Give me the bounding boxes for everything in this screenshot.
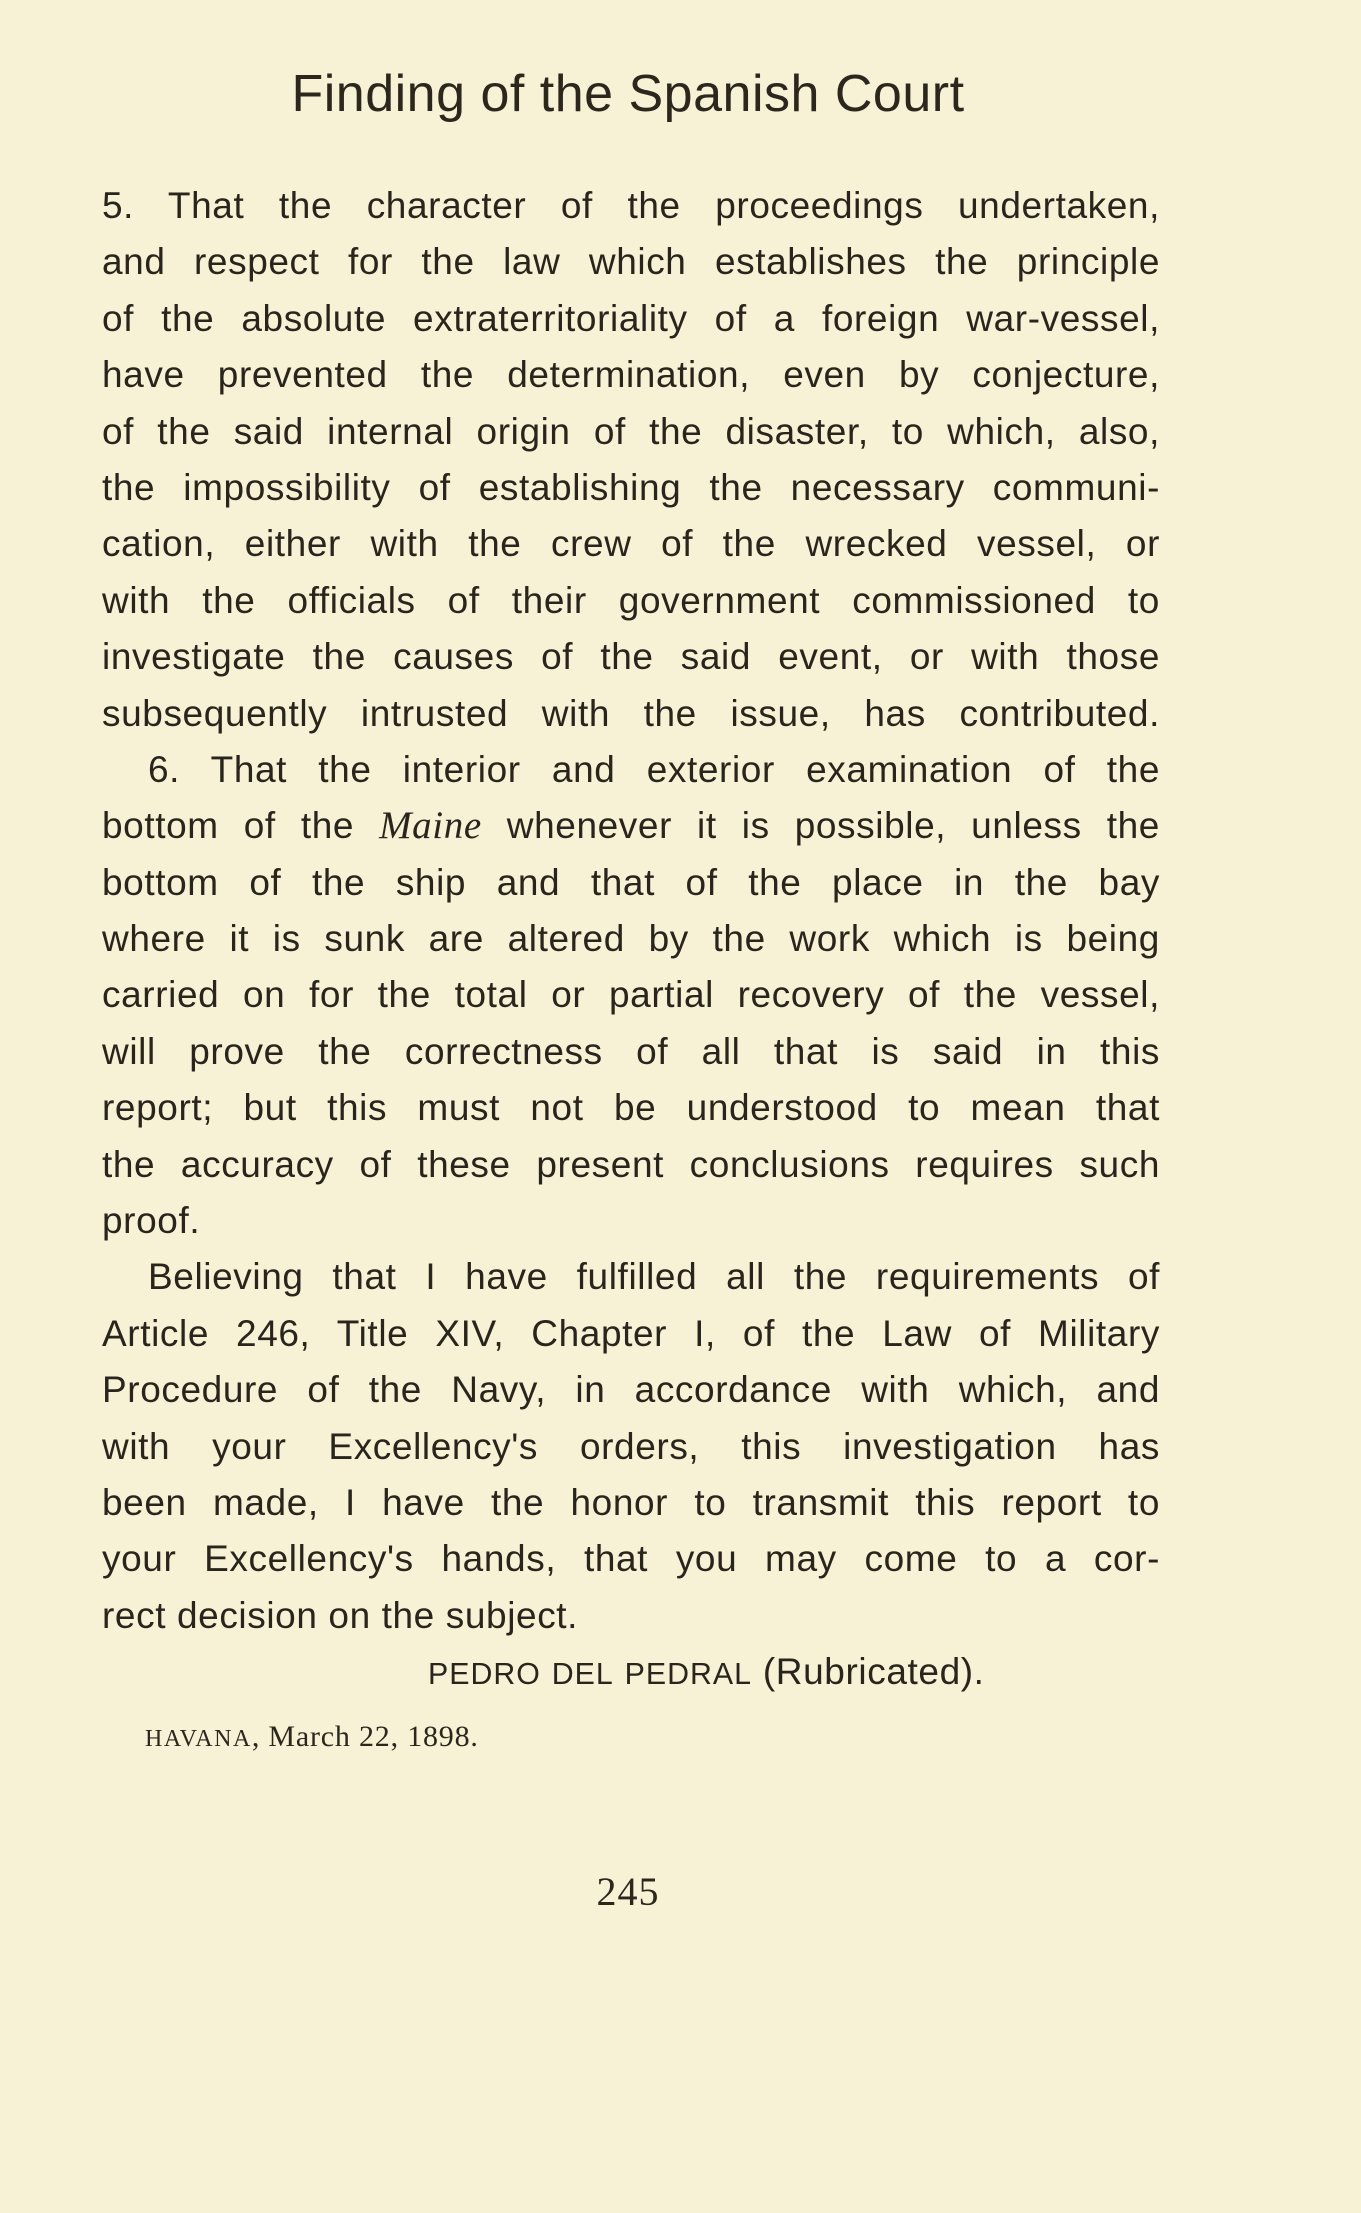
text-line: Believing that I have fulfilled all the requirements of — [148, 1256, 1160, 1298]
text-line: have prevented the determination, even by conjecture, — [102, 354, 1160, 396]
date: , March 22, 1898. — [251, 1720, 479, 1753]
text-line-with-ship-name — [102, 798, 1160, 854]
text-line: will prove the correctness of all that is said in this — [102, 1030, 1160, 1072]
body-text — [102, 178, 1160, 1701]
text-line: the accuracy of these present conclusions requires such — [102, 1143, 1160, 1185]
signature-particle: DEL — [551, 1658, 614, 1692]
place-date — [145, 1720, 479, 1754]
text-line: with your Excellency's orders, this investigation has — [102, 1425, 1160, 1467]
text-line: been made, I have the honor to transmit this report to — [102, 1481, 1160, 1523]
text-line: proof. — [102, 1200, 201, 1242]
signature-last-name: PEDRAL — [624, 1658, 752, 1692]
text-fragment: whenever it is possible, unless the — [481, 805, 1160, 847]
text-line: Article 246, Title XIV, Chapter I, of the Law of Military — [102, 1312, 1160, 1354]
text-line: the impossibility of establishing the necessary communi- — [102, 466, 1160, 508]
text-line: cation, either with the crew of the wrecked vessel, or — [102, 523, 1160, 565]
page-number: 245 — [596, 1869, 660, 1914]
text-line: report; but this must not be understood to mean that — [102, 1087, 1160, 1129]
text-line: subsequently intrusted with the issue, has contributed. — [102, 692, 1160, 734]
text-line: and respect for the law which establishes the principle — [102, 241, 1160, 283]
place: HAVANA — [145, 1726, 252, 1752]
text-line: of the absolute extraterritoriality of a foreign war-vessel, — [102, 297, 1160, 339]
ship-name: Maine — [379, 804, 482, 848]
text-line: bottom of the ship and that of the place in the bay — [102, 861, 1160, 903]
running-head: Finding of the Spanish Court — [291, 65, 965, 123]
text-line: 5. That the character of the proceedings undertaken, — [102, 185, 1160, 226]
text-line: 6. That the interior and exterior examination of the — [148, 748, 1160, 790]
text-line: your Excellency's hands, that you may come to a cor- — [102, 1538, 1160, 1580]
text-line: Procedure of the Navy, in accordance with which, and — [102, 1369, 1160, 1411]
signature — [102, 1644, 1160, 1700]
text-fragment: bottom of the — [102, 805, 380, 847]
text-line: investigate the causes of the said event, or with those — [102, 636, 1160, 678]
text-line: rect decision on the subject. — [102, 1594, 579, 1636]
text-line: where it is sunk are altered by the work which is being — [102, 918, 1160, 960]
signature-note: (Rubricated). — [762, 1651, 985, 1693]
text-line: carried on for the total or partial recovery of the vessel, — [102, 974, 1160, 1016]
signature-first-name: PEDRO — [428, 1658, 541, 1692]
text-line: with the officials of their government commissioned to — [102, 579, 1160, 621]
text-line: of the said internal origin of the disaster, to which, also, — [102, 410, 1160, 452]
